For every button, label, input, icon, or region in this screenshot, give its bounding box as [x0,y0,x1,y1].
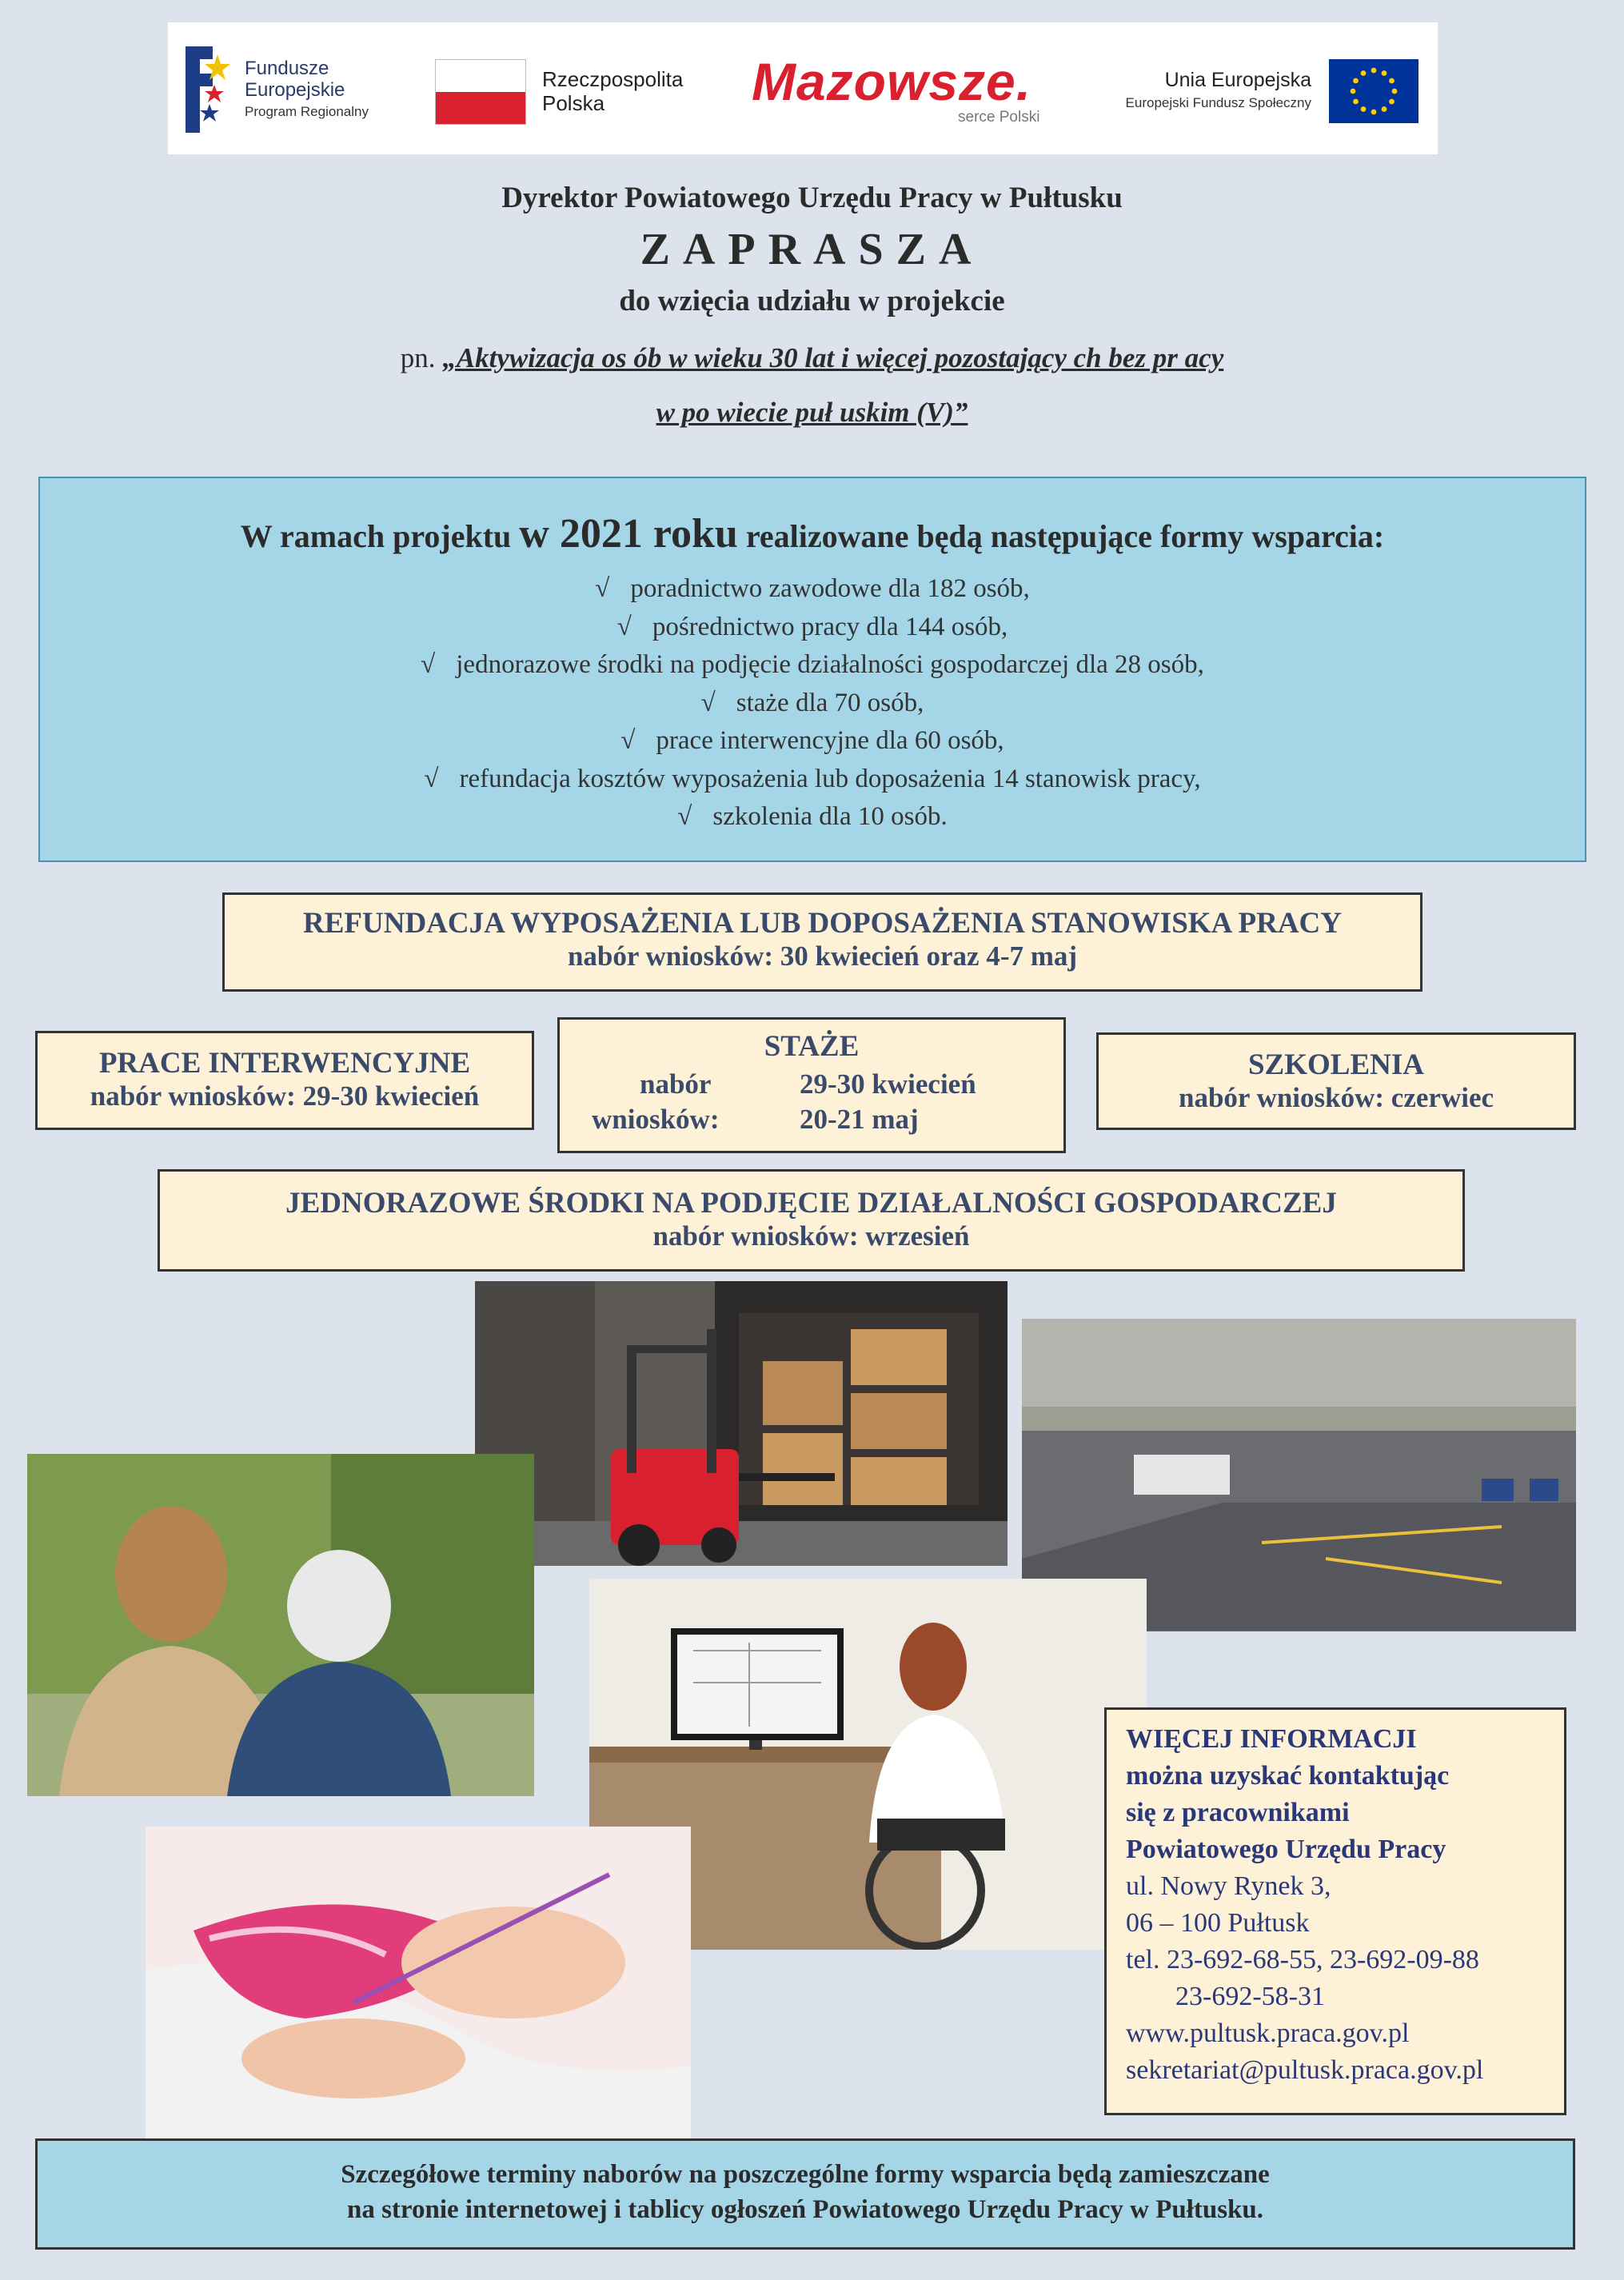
support-title-pre: W ramach projektu [240,518,512,554]
refund-dates: nabór wniosków: 30 kwiecień oraz 4-7 maj [567,940,1078,972]
list-item-text: refundacja kosztów wyposażenia lub doposażenia 14 stanowisk pracy, [459,764,1201,793]
check-icon: √ [595,574,610,603]
list-item [40,646,1585,685]
european-funds-title-2: Europejskie [245,79,345,101]
european-funds-title-1: Fundusze [245,58,329,79]
info-website-link[interactable]: www.pultusk.praca.gov.pl [1126,2018,1410,2048]
info-line-1: można uzyskać kontaktując [1126,1761,1450,1791]
eu-flag-icon [1329,59,1419,123]
check-icon: √ [620,726,636,755]
project-name-line-1 [0,342,1624,374]
list-item-text: poradnictwo zawodowe dla 182 osób, [630,574,1030,603]
check-icon: √ [616,612,632,641]
internship-label-1: nabór [640,1068,712,1100]
rp-logo-text [542,67,683,115]
training-title: SZKOLENIA [1247,1048,1424,1081]
mazowsze-logo-subtitle: serce Polski [958,109,1040,126]
caregiver-photo [27,1454,534,1796]
refund-recruitment-box [222,892,1422,992]
eu-logo-text [1119,69,1311,111]
internship-title: STAŻE [764,1030,860,1063]
director-heading: Dyrektor Powiatowego Urzędu Pracy w Pułtusku [501,182,1123,214]
list-item-text: jednorazowe środki na podjęcie działalności gospodarczej dla 28 osób, [456,650,1204,679]
business-start-title: JEDNORAZOWE ŚRODKI NA PODJĘCIE DZIAŁALNOŚCI GOSPODARCZEJ [285,1187,1337,1220]
list-item [40,761,1585,799]
check-icon: √ [677,802,692,831]
internship-date-2: 20-21 maj [800,1104,919,1135]
info-title: WIĘCEJ INFORMACJI [1126,1724,1417,1754]
rp-line-1: Rzeczpospolita [542,67,684,91]
internship-label-2: wniosków: [592,1104,720,1135]
check-icon: √ [421,650,436,679]
european-funds-logo-text [245,58,369,122]
project-prefix: pn. [400,342,436,373]
list-item [40,609,1585,647]
bottom-note-box [35,2138,1575,2250]
support-title [40,510,1585,557]
training-box [1096,1032,1576,1130]
info-line-2: się z pracownikami [1126,1798,1350,1827]
project-name-line-2: w po wiecie puł uskim (V)” [656,397,968,428]
european-funds-subtitle: Program Regionalny [245,104,369,119]
internship-box [557,1017,1066,1153]
mazowsze-logo: Mazowsze. [752,52,1032,111]
info-phone-2: 23-692-58-31 [1175,1982,1325,2011]
check-icon: √ [700,688,716,717]
info-line-3: Powiatowego Urzędu Pracy [1126,1835,1446,1864]
info-phone-1: tel. 23-692-68-55, 23-692-09-88 [1126,1945,1479,1975]
forklift-photo [475,1281,1008,1566]
participation-heading: do wzięcia udziału w projekcie [619,285,1005,317]
bottom-note-line-1: Szczegółowe terminy naborów na poszczególne formy wsparcia będą zamieszczane [341,2160,1270,2189]
business-start-box [158,1169,1465,1272]
business-start-dates: nabór wniosków: wrzesień [652,1220,970,1252]
internship-dates-grid [560,1067,1063,1137]
refund-title: REFUNDACJA WYPOSAŻENIA LUB DOPOSAŻENIA STANOWISKA PRACY [303,907,1342,940]
bottom-note-line-2: na stronie internetowej i tablicy ogłoszeń Powiatowego Urzędu Pracy w Pułtusku. [346,2195,1264,2224]
info-address-1: ul. Nowy Rynek 3, [1126,1871,1331,1901]
eu-logo-title: Unia Europejska [1164,69,1311,91]
list-item [40,798,1585,837]
list-item-text: staże dla 70 osób, [736,688,924,717]
contact-info-box [1104,1707,1566,2115]
list-item [40,570,1585,609]
project-title-1: „Aktywizacja os ób w wieku 30 lat i więcej pozostający ch bez pr acy [442,342,1224,373]
support-title-post: realizowane będą następujące formy wsparcia: [745,518,1385,554]
european-funds-logo-icon [186,46,232,133]
support-forms-box [38,477,1586,862]
invite-heading: ZAPRASZA [640,225,984,274]
training-dates: nabór wniosków: czerwiec [1178,1082,1494,1113]
knitting-photo [146,1827,691,2138]
check-icon: √ [424,764,439,793]
rp-line-2: Polska [542,91,605,115]
list-item-text: prace interwencyjne dla 60 osób, [656,726,1004,755]
intervention-title: PRACE INTERWENCYJNE [98,1047,471,1080]
list-item-text: szkolenia dla 10 osób. [712,802,948,831]
internship-date-1: 29-30 kwiecień [800,1068,976,1100]
support-list [40,570,1585,837]
list-item-text: pośrednictwo pracy dla 144 osób, [652,612,1008,641]
info-address-2: 06 – 100 Pułtusk [1126,1908,1310,1938]
list-item [40,722,1585,761]
eu-logo-subtitle: Europejski Fundusz Społeczny [1125,95,1311,110]
support-title-year: w 2021 roku [519,511,738,557]
intervention-work-box [35,1031,534,1130]
info-email-link[interactable]: sekretariat@pultusk.praca.gov.pl [1126,2055,1484,2085]
list-item [40,685,1585,723]
polish-flag-icon [435,59,526,125]
intervention-dates: nabór wniosków: 29-30 kwiecień [90,1080,480,1112]
